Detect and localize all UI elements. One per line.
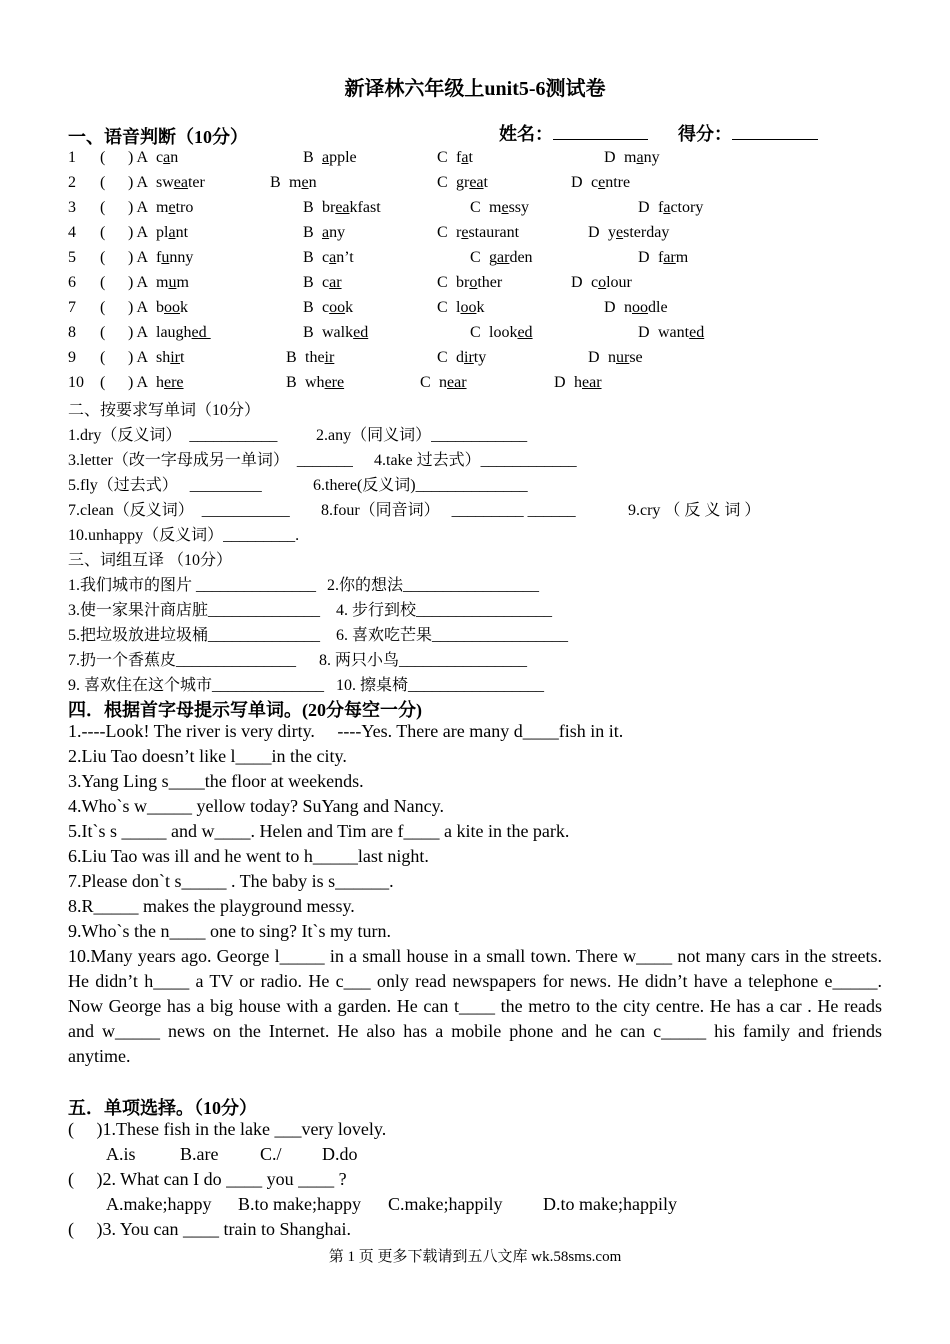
sec5-q2-option-c: C.make;happily xyxy=(388,1194,503,1214)
option-c-label: C xyxy=(437,349,448,366)
option-b-word: their xyxy=(305,349,335,366)
option-b-label: B xyxy=(303,274,314,291)
option-b-word: can’t xyxy=(322,249,354,266)
section5-title: 五．单项选择。（10分） xyxy=(68,1098,257,1118)
option-d-label: D xyxy=(554,374,566,391)
sec5-q1-option-d: D.do xyxy=(322,1144,358,1164)
option-c-label: C xyxy=(437,224,448,241)
option-b-label: B xyxy=(286,349,297,366)
option-b-label: B xyxy=(303,299,314,316)
option-d-word: noodle xyxy=(624,299,668,316)
option-d-label: D xyxy=(588,224,600,241)
option-a-label: ) A xyxy=(128,174,148,191)
sec3-q5: 5.把垃圾放进垃圾桶______________ xyxy=(68,627,321,644)
option-b-label: B xyxy=(303,149,314,166)
sec2-q8: 8.four（同音词） _________ ______ xyxy=(321,502,576,519)
answer-paren-open: ( xyxy=(100,174,106,191)
option-a-word: funny xyxy=(156,249,194,266)
option-d-word: colour xyxy=(591,274,632,291)
option-a-label: ) A xyxy=(128,149,148,166)
answer-paren-open: ( xyxy=(100,324,106,341)
sec5-q1-option-b: B.are xyxy=(180,1144,219,1164)
phonetics-number: 2 xyxy=(68,174,76,191)
option-c-word: looked xyxy=(489,324,533,341)
option-a-word: laughed xyxy=(156,324,211,341)
option-b-word: car xyxy=(322,274,342,291)
option-d-word: yesterday xyxy=(608,224,670,241)
name-label: 姓名： xyxy=(499,124,553,144)
option-c-word: fat xyxy=(456,149,473,166)
sec2-q4: 4.take 过去式）____________ xyxy=(374,452,577,469)
option-d-word: nurse xyxy=(608,349,643,366)
sec3-q10: 10. 擦桌椅_________________ xyxy=(336,677,545,694)
phonetics-number: 5 xyxy=(68,249,76,266)
option-a-label: ) A xyxy=(128,299,148,316)
sec2-q10: 10.unhappy（反义词）_________. xyxy=(68,527,300,544)
sec3-q1: 1.我们城市的图片 _______________ xyxy=(68,577,317,594)
sec4-q4: 4.Who`s w_____ yellow today? SuYang and Nancy. xyxy=(68,796,444,816)
option-d-label: D xyxy=(604,299,616,316)
option-a-label: ) A xyxy=(128,199,148,216)
answer-paren-open: ( xyxy=(100,224,106,241)
section2-title: 二、按要求写单词（10分） xyxy=(68,402,261,419)
option-d-word: many xyxy=(624,149,660,166)
option-c-word: look xyxy=(456,299,485,316)
sec5-q2-option-d: D.to make;happily xyxy=(543,1194,677,1214)
option-d-label: D xyxy=(638,199,650,216)
sec2-q2: 2.any（同义词）____________ xyxy=(316,427,528,444)
option-d-label: D xyxy=(571,174,583,191)
phonetics-number: 7 xyxy=(68,299,76,316)
sec4-q2: 2.Liu Tao doesn’t like l____in the city. xyxy=(68,746,347,766)
answer-paren-open: ( xyxy=(100,349,106,366)
option-b-label: B xyxy=(303,224,314,241)
option-c-word: messy xyxy=(489,199,530,216)
section4-title: 四．根据首字母提示写单词。(20分每空一分) xyxy=(68,700,422,720)
option-c-word: garden xyxy=(489,249,533,266)
sec3-q8: 8. 两只小鸟________________ xyxy=(319,652,528,669)
option-b-word: cook xyxy=(322,299,354,316)
option-a-label: ) A xyxy=(128,224,148,241)
sec2-q6: 6.there(反义词)______________ xyxy=(313,477,528,494)
page-footer: 第 1 页 更多下载请到五八文库 wk.58sms.com xyxy=(328,1249,622,1265)
sec3-q9: 9. 喜欢住在这个城市______________ xyxy=(68,677,325,694)
option-a-word: mum xyxy=(156,274,189,291)
option-c-word: dirty xyxy=(456,349,487,366)
phonetics-number: 1 xyxy=(68,149,76,166)
phonetics-number: 4 xyxy=(68,224,76,241)
sec5-q1-option-c: C./ xyxy=(260,1144,282,1164)
option-d-label: D xyxy=(638,324,650,341)
option-b-label: B xyxy=(303,199,314,216)
sec2-q3: 3.letter（改一字母成另一单词） _______ xyxy=(68,452,353,469)
sec2-q9: 9.cry （ 反 义 词 ） xyxy=(628,502,761,519)
option-a-label: ) A xyxy=(128,274,148,291)
sec4-q8: 8.R_____ makes the playground messy. xyxy=(68,896,355,916)
option-a-label: ) A xyxy=(128,349,148,366)
option-c-label: C xyxy=(420,374,431,391)
option-c-label: C xyxy=(437,174,448,191)
sec4-q3: 3.Yang Ling s____the floor at weekends. xyxy=(68,771,364,791)
option-d-word: factory xyxy=(658,199,704,216)
sec5-q3: ( )3. You can ____ train to Shanghai. xyxy=(68,1219,351,1239)
answer-paren-open: ( xyxy=(100,299,106,316)
option-b-label: B xyxy=(303,324,314,341)
option-a-label: ) A xyxy=(128,249,148,266)
option-c-label: C xyxy=(470,324,481,341)
option-a-word: here xyxy=(156,374,184,391)
sec5-q2: ( )2. What can I do ____ you ____ ? xyxy=(68,1169,347,1189)
option-c-word: restaurant xyxy=(456,224,520,241)
option-d-label: D xyxy=(604,149,616,166)
option-a-word: plant xyxy=(156,224,189,241)
sec4-q9: 9.Who`s the n____ one to sing? It`s my turn. xyxy=(68,921,391,941)
name-blank[interactable] xyxy=(553,121,648,140)
score-blank[interactable] xyxy=(732,121,818,140)
sec3-q2: 2.你的想法_________________ xyxy=(327,577,540,594)
sec2-q7: 7.clean（反义词） ___________ xyxy=(68,502,290,519)
sec2-q5: 5.fly（过去式） _________ xyxy=(68,477,262,494)
sec3-q3: 3.使一家果汁商店脏______________ xyxy=(68,602,321,619)
sec5-q2-option-a: A.make;happy xyxy=(106,1194,212,1214)
phonetics-number: 3 xyxy=(68,199,76,216)
answer-paren-open: ( xyxy=(100,149,106,166)
option-a-label: ) A xyxy=(128,324,148,341)
option-d-word: farm xyxy=(658,249,689,266)
option-b-word: men xyxy=(289,174,317,191)
option-b-label: B xyxy=(303,249,314,266)
option-d-word: hear xyxy=(574,374,602,391)
option-a-word: shirt xyxy=(156,349,185,366)
option-b-word: breakfast xyxy=(322,199,381,216)
option-b-word: apple xyxy=(322,149,357,166)
sec2-q1: 1.dry（反义词） ___________ xyxy=(68,427,278,444)
phonetics-number: 9 xyxy=(68,349,76,366)
answer-paren-open: ( xyxy=(100,199,106,216)
phonetics-number: 8 xyxy=(68,324,76,341)
option-c-word: great xyxy=(456,174,488,191)
sec3-q7: 7.扔一个香蕉皮_______________ xyxy=(68,652,297,669)
option-d-label: D xyxy=(588,349,600,366)
sec5-q1: ( )1.These fish in the lake ___very lovely. xyxy=(68,1119,387,1139)
option-b-label: B xyxy=(286,374,297,391)
sec3-q6: 6. 喜欢吃芒果_________________ xyxy=(336,627,569,644)
option-a-word: sweater xyxy=(156,174,205,191)
option-b-word: walked xyxy=(322,324,369,341)
option-b-word: where xyxy=(305,374,345,391)
sec3-q4: 4. 步行到校_________________ xyxy=(336,602,553,619)
option-d-word: wanted xyxy=(658,324,705,341)
phonetics-number: 10 xyxy=(68,374,84,391)
option-d-label: D xyxy=(638,249,650,266)
option-c-label: C xyxy=(437,149,448,166)
option-c-label: C xyxy=(437,299,448,316)
option-a-word: book xyxy=(156,299,188,316)
sec4-q1: 1.----Look! The river is very dirty. ----Yes. There are many d____fish in it. xyxy=(68,721,624,741)
page-title: 新译林六年级上unit5-6测试卷 xyxy=(344,78,606,100)
section1-title: 一、语音判断（10分） xyxy=(68,127,248,147)
option-c-label: C xyxy=(470,249,481,266)
option-a-word: can xyxy=(156,149,179,166)
option-c-word: brother xyxy=(456,274,503,291)
option-a-label: ) A xyxy=(128,374,148,391)
sec4-q6: 6.Liu Tao was ill and he went to h_____last night. xyxy=(68,846,429,866)
option-c-word: near xyxy=(439,374,467,391)
answer-paren-open: ( xyxy=(100,374,106,391)
name-score-row xyxy=(490,99,818,146)
section3-title: 三、词组互译 （10分） xyxy=(68,552,233,569)
option-d-label: D xyxy=(571,274,583,291)
sec5-q2-option-b: B.to make;happy xyxy=(238,1194,361,1214)
option-b-word: any xyxy=(322,224,346,241)
option-c-label: C xyxy=(437,274,448,291)
sec5-q1-option-a: A.is xyxy=(106,1144,136,1164)
option-b-label: B xyxy=(270,174,281,191)
option-a-word: metro xyxy=(156,199,194,216)
option-c-label: C xyxy=(470,199,481,216)
answer-paren-open: ( xyxy=(100,274,106,291)
sec4-q5: 5.It`s s _____ and w____. Helen and Tim are f____ a kite in the park. xyxy=(68,821,570,841)
option-d-word: centre xyxy=(591,174,631,191)
answer-paren-open: ( xyxy=(100,249,106,266)
score-label: 得分： xyxy=(678,124,732,144)
phonetics-number: 6 xyxy=(68,274,76,291)
sec4-q10-paragraph: 10.Many years ago. George l_____ in a small house in a small town. There w____ not many cars in the streets. He didn’t h____ a TV or radio. He c___ only read newspapers for news. He didn’t have a telephone e_____. Now George has a big house with a garden. He can t____ the metro to the city centre. He has a car . He reads and w_____ news on the Internet. He also has a mobile phone and he can c_____ his family and friends anytime. xyxy=(68,946,882,1066)
sec4-q7: 7.Please don`t s_____ . The baby is s______. xyxy=(68,871,394,891)
